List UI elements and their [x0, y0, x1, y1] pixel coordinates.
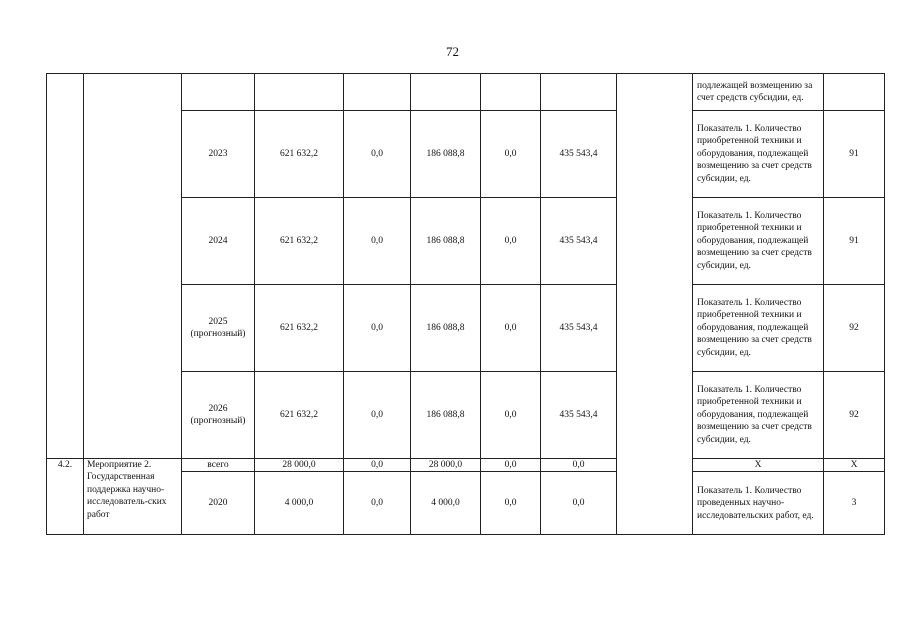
number-cell-empty [47, 74, 84, 459]
total-cell: 4 000,0 [255, 472, 344, 535]
federal-cell: 0,0 [344, 285, 411, 372]
target-cell: 3 [824, 472, 885, 535]
target-cell: 92 [824, 285, 885, 372]
other-cell: 435 543,4 [541, 198, 617, 285]
local-cell: 0,0 [481, 372, 541, 459]
target-cell: 92 [824, 372, 885, 459]
target-cell: Х [824, 459, 885, 472]
total-cell: 28 000,0 [255, 459, 344, 472]
name-cell-empty [84, 74, 182, 459]
indicator-cell: Показатель 1. Количество приобретенной техники и оборудования, подлежащей возмещению за счет средств субсидии, ед. [693, 111, 824, 198]
program-table [46, 73, 885, 535]
regional-cell: 186 088,8 [411, 372, 481, 459]
total-cell: 621 632,2 [255, 111, 344, 198]
local-cell: 0,0 [481, 472, 541, 535]
federal-cell: 0,0 [344, 198, 411, 285]
page-number: 72 [446, 44, 459, 59]
year-cell: 2025 (прогнозный) [182, 285, 255, 372]
indicator-cell: Показатель 1. Количество приобретенной техники и оборудования, подлежащей возмещению за счет средств субсидии, ед. [693, 285, 824, 372]
federal-cell: 0,0 [344, 111, 411, 198]
total-cell: 621 632,2 [255, 285, 344, 372]
local-cell: 0,0 [481, 285, 541, 372]
executor-cell [617, 74, 693, 459]
executor-cell [617, 459, 693, 535]
regional-cell: 186 088,8 [411, 285, 481, 372]
federal-cell: 0,0 [344, 372, 411, 459]
year-cell: всего [182, 459, 255, 472]
year-cell: 2023 [182, 111, 255, 198]
local-cell: 0,0 [481, 459, 541, 472]
total-cell: 621 632,2 [255, 372, 344, 459]
year-cell: 2020 [182, 472, 255, 535]
federal-cell: 0,0 [344, 472, 411, 535]
measure-number: 4.2. [47, 459, 84, 535]
indicator-cell: Показатель 1. Количество приобретенной техники и оборудования, подлежащей возмещению за счет средств субсидии, ед. [693, 372, 824, 459]
measure-name: Мероприятие 2. Государственная поддержка научно-исследователь-ских работ [84, 459, 182, 535]
indicator-cell: подлежащей возмещению за счет средств субсидии, ед. [693, 74, 824, 111]
other-cell: 435 543,4 [541, 372, 617, 459]
indicator-cell: Показатель 1. Количество проведенных научно-исследовательских работ, ед. [693, 472, 824, 535]
regional-cell: 186 088,8 [411, 111, 481, 198]
local-cell: 0,0 [481, 198, 541, 285]
year-cell: 2026 (прогнозный) [182, 372, 255, 459]
regional-cell: 186 088,8 [411, 198, 481, 285]
total-cell: 621 632,2 [255, 198, 344, 285]
target-cell: 91 [824, 111, 885, 198]
year-cell: 2024 [182, 198, 255, 285]
other-cell: 0,0 [541, 472, 617, 535]
other-cell: 435 543,4 [541, 285, 617, 372]
regional-cell: 4 000,0 [411, 472, 481, 535]
other-cell: 0,0 [541, 459, 617, 472]
local-cell: 0,0 [481, 111, 541, 198]
table-row [47, 74, 885, 111]
other-cell: 435 543,4 [541, 111, 617, 198]
indicator-cell: Х [693, 459, 824, 472]
regional-cell: 28 000,0 [411, 459, 481, 472]
federal-cell: 0,0 [344, 459, 411, 472]
indicator-cell: Показатель 1. Количество приобретенной техники и оборудования, подлежащей возмещению за счет средств субсидии, ед. [693, 198, 824, 285]
table-row [47, 459, 885, 472]
target-cell: 91 [824, 198, 885, 285]
